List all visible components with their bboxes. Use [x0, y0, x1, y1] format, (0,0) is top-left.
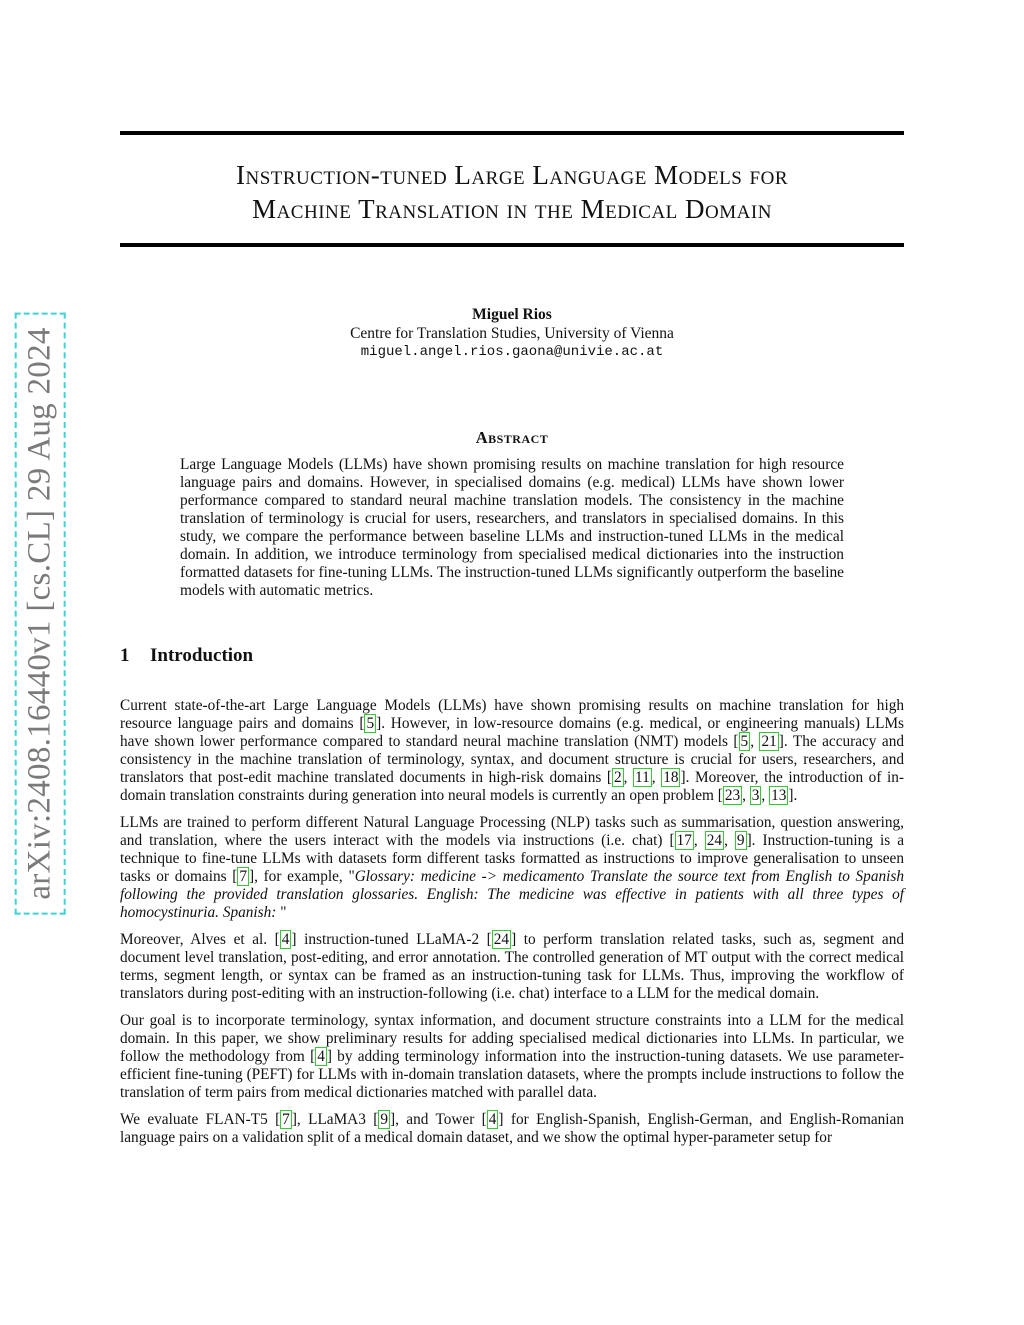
title-rule-bottom: [120, 243, 904, 247]
citation-link[interactable]: 2: [613, 769, 622, 786]
text-run: ,: [724, 832, 735, 849]
text-run: ]. The accuracy and consistency in the machine translation of terminology, syntax, and document structure is crucial for users, researchers, and translators that post-edit machine translated documents in high-risk domains [: [120, 733, 905, 786]
citation-link[interactable]: 7: [239, 868, 247, 885]
citation-link[interactable]: 23: [724, 787, 741, 804]
text-run: ,: [742, 787, 750, 804]
section-heading-introduction: [120, 645, 253, 667]
citation-link[interactable]: 13: [771, 787, 787, 804]
citation-link[interactable]: 17: [676, 832, 692, 849]
text-run: ].: [788, 787, 798, 804]
citation-link[interactable]: 21: [761, 733, 777, 750]
text-run: Moreover, Alves et al. [: [120, 931, 280, 948]
abstract-text: Large Language Models (LLMs) have shown promising results on machine translation for high resource language pairs and domains. However, in specialised domains (e.g. medical) LLMs have shown lower performance compared to standard neural machine translation models. The consistency in the machine translation of terminology is crucial for users, researchers, and translators in specialised domains. In this study, we compare the performance between baseline LLMs and instruction-tuned LLMs in the medical domain. In addition, we introduce terminology from specialised medical dictionaries into the instruction formatted datasets for fine-tuning LLMs. The instruction-tuned LLMs significantly outperform the baseline models with automatic metrics.: [180, 456, 844, 599]
section-number: 1: [120, 645, 130, 666]
text-run: ,: [651, 769, 662, 786]
title-rule-top: [120, 131, 904, 135]
author-name: Miguel Rios: [472, 306, 552, 323]
arxiv-identifier-text[interactable]: arXiv:2408.16440v1 [cs.CL] 29 Aug 2024: [20, 317, 61, 909]
text-run: ] for English-Spanish, English-German, and English-Romanian language pairs on a validation split of a medical domain dataset, and we show the optimal hyper-parameter setup for: [120, 1111, 904, 1146]
text-run: Current state-of-the-art Large Language Models (LLMs) have shown promising results on machine translation for high resource language pairs and domains [: [120, 697, 904, 732]
text-run: ,: [750, 733, 760, 750]
text-run: ]. Moreover, the introduction of in-domain translation constraints during generation into neural models is currently an open problem [: [120, 769, 904, 804]
citation-link[interactable]: 3: [751, 787, 760, 804]
author-email[interactable]: miguel.angel.rios.gaona@univie.ac.at: [360, 344, 664, 360]
text-run: ]. However, in low-resource domains (e.g. medical, or engineering manuals) LLMs have shown lower performance compared to standard neural machine translation (NMT) models [: [120, 715, 904, 750]
citation-link[interactable]: 4: [317, 1048, 325, 1065]
citation-link[interactable]: 5: [366, 715, 375, 732]
citation-link[interactable]: 18: [663, 769, 679, 786]
paragraph-5: [120, 1111, 904, 1147]
citation-link[interactable]: 9: [736, 832, 745, 849]
paragraph-2: [120, 814, 904, 922]
introduction-body: [120, 697, 904, 1156]
paragraph-3: [120, 931, 904, 1003]
paragraph-4: [120, 1012, 904, 1102]
citation-link[interactable]: 4: [281, 931, 290, 948]
text-run: ], LLaMA3 [: [291, 1111, 379, 1128]
text-run: ]. Instruction-tuning is a technique to fine-tune LLMs with datasets form different tasks formatted as instructions to improve generalisation to unseen tasks or domains [: [120, 832, 904, 885]
paper-title: [120, 158, 904, 226]
text-run: ,: [693, 832, 705, 849]
author-block: [120, 305, 904, 362]
prompt-example-quote: Glossary: medicine -> medicamento Translate the source text from English to Spanish following the provided translation glossaries. English: The medicine was effective in patients with all three types of homocystinuria. Spanish:: [120, 868, 904, 921]
text-run: Our goal is to incorporate terminology, syntax information, and document structure constraints into a LLM for the medical domain. In this paper, we show preliminary results for adding specialised medical dictionaries into LLMs. In particular, we follow the methodology from [: [120, 1012, 904, 1065]
title-line-1: Instruction-tuned Large Language Models for: [235, 160, 789, 190]
citation-link[interactable]: 24: [493, 931, 510, 948]
citation-link[interactable]: 24: [706, 832, 723, 849]
text-run: ": [280, 904, 287, 921]
text-run: We evaluate FLAN-T5 [: [120, 1111, 281, 1128]
text-run: ] by adding terminology information into the instruction-tuning datasets. We use parameter-efficient fine-tuning (PEFT) for LLMs with in-domain translation datasets, where the prompts include instructions to follow the translation of term pairs from medical dictionaries matched with parallel data.: [120, 1048, 904, 1101]
text-run: ], and Tower [: [390, 1111, 487, 1128]
section-title: Introduction: [150, 645, 254, 666]
citation-link[interactable]: 7: [282, 1111, 290, 1128]
text-run: ,: [623, 769, 634, 786]
citation-link[interactable]: 5: [740, 733, 749, 750]
arxiv-identifier-stamp: [18, 318, 62, 908]
paragraph-1: [120, 697, 904, 805]
text-run: ], for example, ": [248, 868, 355, 885]
text-run: LLMs are trained to perform different Natural Language Processing (NLP) tasks such as summarisation, question answering, and translation, where the users interact with the models via instructions (i.e. chat) [: [120, 814, 904, 849]
citation-link[interactable]: 4: [488, 1111, 497, 1128]
abstract-heading: Abstract: [475, 428, 549, 447]
text-run: ,: [761, 787, 770, 804]
title-line-2: Machine Translation in the Medical Domain: [252, 194, 772, 224]
author-affiliation: Centre for Translation Studies, University of Vienna: [350, 325, 674, 342]
citation-link[interactable]: 9: [380, 1111, 388, 1128]
citation-link[interactable]: 11: [635, 769, 650, 786]
text-run: ] to perform translation related tasks, such as, segment and document level translation, post-editing, and error annotation. The controlled generation of MT output with the correct medical terms, segment length, or syntax can be framed as an instruction-tuning task for LLMs. Thus, improving the workflow of translators during post-editing with an instruction-following (i.e. chat) interface to a LLM for the medical domain.: [120, 931, 904, 1002]
text-run: ] instruction-tuned LLaMA-2 [: [291, 931, 492, 948]
